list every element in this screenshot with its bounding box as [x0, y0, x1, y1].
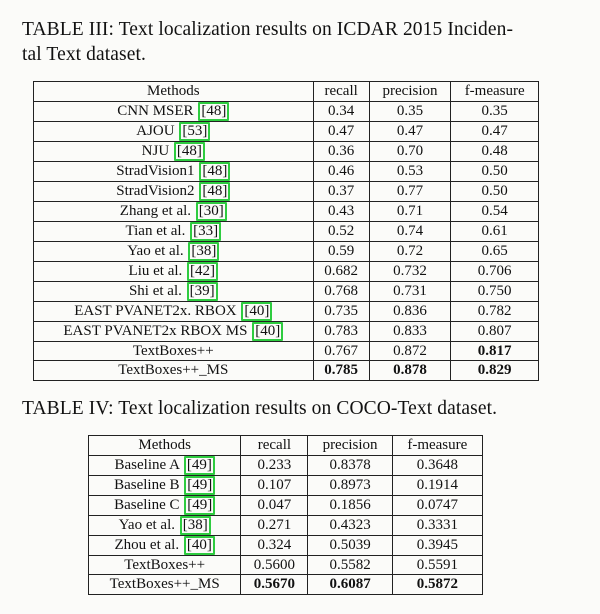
recall-cell: 0.783: [313, 321, 369, 341]
method-cell: [34, 161, 314, 181]
bracket-close: ]: [202, 122, 208, 139]
citation-number: 48: [207, 182, 223, 199]
method-name: Baseline A: [114, 456, 180, 473]
table-row: [34, 121, 539, 141]
table-row: [89, 495, 483, 515]
fmeasure-cell: 0.782: [451, 301, 539, 321]
citation-link[interactable]: [188, 242, 219, 261]
table-row: [89, 535, 483, 555]
method-name: Baseline C: [114, 496, 180, 513]
citation-link[interactable]: [180, 516, 211, 535]
citation-link[interactable]: [187, 282, 218, 301]
bracket-open: [: [187, 496, 193, 513]
precision-cell: 0.5039: [308, 535, 392, 555]
recall-cell: 0.52: [313, 221, 369, 241]
method-cell: [34, 221, 314, 241]
bracket-open: [: [176, 142, 182, 159]
table-row: [89, 575, 483, 595]
bracket-open: [: [202, 182, 208, 199]
precision-cell: 0.72: [369, 241, 451, 261]
bracket-close: ]: [213, 222, 219, 239]
precision-cell: 0.8378: [308, 455, 392, 475]
citation-number: 42: [195, 262, 211, 279]
method-name: Shi et al.: [128, 282, 182, 299]
recall-cell: 0.37: [313, 181, 369, 201]
precision-cell: 0.77: [369, 181, 451, 201]
method-name: EAST PVANET2x. RBOX: [74, 302, 237, 319]
bracket-close: ]: [206, 456, 212, 473]
method-name: StradVision1: [116, 162, 195, 179]
fmeasure-cell: 0.48: [451, 141, 539, 161]
method-cell: [89, 475, 241, 495]
precision-cell: 0.5582: [308, 555, 392, 575]
citation-number: 49: [192, 496, 208, 513]
citation-number: 38: [187, 516, 203, 533]
citation-link[interactable]: [184, 496, 215, 515]
method-name: Tian et al.: [125, 222, 186, 239]
precision-cell: 0.53: [369, 161, 451, 181]
method-cell: [34, 201, 314, 221]
method-cell: [34, 241, 314, 261]
method-name: CNN MSER: [117, 102, 194, 119]
citation-number: 48: [207, 162, 223, 179]
recall-cell: 0.46: [313, 161, 369, 181]
fmeasure-cell: 0.5591: [392, 555, 482, 575]
citation-number: 40: [191, 536, 207, 553]
precision-cell: 0.6087: [308, 575, 392, 595]
citation-link[interactable]: [190, 222, 221, 241]
table-row: [34, 341, 539, 361]
table4-body: [89, 455, 483, 594]
citation-number: 40: [260, 322, 276, 339]
bracket-close: ]: [275, 322, 281, 339]
bracket-open: [: [182, 122, 188, 139]
fmeasure-cell: 0.61: [451, 221, 539, 241]
fmeasure-cell: 0.54: [451, 201, 539, 221]
recall-cell: 0.107: [241, 475, 308, 495]
recall-cell: 0.59: [313, 241, 369, 261]
bracket-open: [: [191, 242, 197, 259]
precision-cell: 0.8973: [308, 475, 392, 495]
table-row: [89, 555, 483, 575]
fmeasure-cell: 0.50: [451, 181, 539, 201]
bracket-open: [: [186, 536, 192, 553]
recall-cell: 0.767: [313, 341, 369, 361]
recall-cell: 0.047: [241, 495, 308, 515]
recall-cell: 0.34: [313, 101, 369, 121]
fmeasure-cell: 0.5872: [392, 575, 482, 595]
precision-cell: 0.731: [369, 281, 451, 301]
table4-caption: TABLE IV: Text localization results on COCO-Text dataset.: [22, 398, 498, 419]
method-cell: [34, 361, 314, 381]
precision-cell: 0.71: [369, 201, 451, 221]
precision-cell: 0.872: [369, 341, 451, 361]
method-cell: [89, 555, 241, 575]
precision-cell: 0.1856: [308, 495, 392, 515]
fmeasure-cell: 0.0747: [392, 495, 482, 515]
citation-link[interactable]: [199, 182, 230, 201]
citation-link[interactable]: [199, 162, 230, 181]
method-name: AJOU: [136, 122, 175, 139]
citation-number: 40: [249, 302, 265, 319]
fmeasure-cell: 0.3648: [392, 455, 482, 475]
precision-cell: 0.836: [369, 301, 451, 321]
bracket-open: [: [202, 162, 208, 179]
bracket-close: ]: [264, 302, 270, 319]
table3-header-recall: recall: [313, 82, 369, 102]
fmeasure-cell: 0.3945: [392, 535, 482, 555]
fmeasure-cell: 0.706: [451, 261, 539, 281]
table3-caption-line2: tal Text dataset.: [22, 44, 146, 65]
precision-cell: 0.732: [369, 261, 451, 281]
bracket-close: ]: [207, 476, 213, 493]
recall-cell: 0.43: [313, 201, 369, 221]
method-name: TextBoxes++: [132, 342, 214, 359]
precision-cell: 0.47: [369, 121, 451, 141]
method-name: NJU: [141, 142, 170, 159]
bracket-open: [: [186, 456, 192, 473]
recall-cell: 0.5600: [241, 555, 308, 575]
citation-link[interactable]: [184, 476, 215, 495]
fmeasure-cell: 0.65: [451, 241, 539, 261]
fmeasure-cell: 0.807: [451, 321, 539, 341]
table-row: [89, 455, 483, 475]
recall-cell: 0.324: [241, 535, 308, 555]
table-row: [34, 321, 539, 341]
citation-number: 49: [192, 476, 208, 493]
bracket-open: [: [187, 476, 193, 493]
method-cell: [34, 301, 314, 321]
method-cell: [89, 515, 241, 535]
method-cell: [89, 495, 241, 515]
recall-cell: 0.735: [313, 301, 369, 321]
bracket-open: [: [189, 282, 195, 299]
bracket-open: [: [190, 262, 196, 279]
table3: [33, 81, 539, 381]
table4: [88, 435, 483, 595]
fmeasure-cell: 0.829: [451, 361, 539, 381]
citation-number: 30: [203, 202, 219, 219]
citation-link[interactable]: [252, 322, 283, 341]
bracket-close: ]: [222, 182, 228, 199]
citation-link[interactable]: [241, 302, 272, 321]
method-name: TextBoxes++_MS: [109, 576, 220, 593]
table4-header-row: [89, 436, 483, 456]
table-row: [89, 515, 483, 535]
method-name: Liu et al.: [128, 262, 183, 279]
precision-cell: 0.878: [369, 361, 451, 381]
table-row: [34, 181, 539, 201]
table3-header-methods: Methods: [34, 82, 314, 102]
method-cell: [34, 281, 314, 301]
table3-header-row: [34, 82, 539, 102]
bracket-close: ]: [207, 496, 213, 513]
table4-header-precision: precision: [308, 436, 392, 456]
recall-cell: 0.682: [313, 261, 369, 281]
fmeasure-cell: 0.817: [451, 341, 539, 361]
citation-link[interactable]: [184, 456, 215, 475]
recall-cell: 0.47: [313, 121, 369, 141]
table3-header-fmeasure: f-measure: [451, 82, 539, 102]
table-row: [34, 221, 539, 241]
precision-cell: 0.74: [369, 221, 451, 241]
citation-link[interactable]: [196, 202, 227, 221]
citation-number: 33: [198, 222, 214, 239]
bracket-open: [: [201, 102, 207, 119]
bracket-close: ]: [211, 242, 217, 259]
bracket-open: [: [198, 202, 204, 219]
bracket-close: ]: [209, 282, 215, 299]
method-name: EAST PVANET2x RBOX MS: [63, 322, 248, 339]
bracket-open: [: [193, 222, 199, 239]
recall-cell: 0.271: [241, 515, 308, 535]
method-name: Yao et al.: [127, 242, 184, 259]
method-name: TextBoxes++: [124, 556, 206, 573]
citation-link[interactable]: [174, 142, 205, 161]
bracket-close: ]: [196, 142, 202, 159]
method-cell: [34, 121, 314, 141]
table3-body: [34, 101, 539, 380]
recall-cell: 0.768: [313, 281, 369, 301]
precision-cell: 0.833: [369, 321, 451, 341]
method-name: Zhang et al.: [119, 202, 192, 219]
table3-header-precision: precision: [369, 82, 451, 102]
citation-link[interactable]: [187, 262, 218, 281]
table-row: [34, 261, 539, 281]
method-cell: [34, 101, 314, 121]
table-row: [34, 141, 539, 161]
precision-cell: 0.70: [369, 141, 451, 161]
bracket-close: ]: [206, 536, 212, 553]
recall-cell: 0.36: [313, 141, 369, 161]
method-cell: [34, 261, 314, 281]
fmeasure-cell: 0.47: [451, 121, 539, 141]
table4-header-methods: Methods: [89, 436, 241, 456]
method-cell: [89, 575, 241, 595]
fmeasure-cell: 0.50: [451, 161, 539, 181]
citation-link[interactable]: [198, 102, 229, 121]
citation-number: 38: [196, 242, 212, 259]
bracket-close: ]: [202, 516, 208, 533]
bracket-close: ]: [218, 202, 224, 219]
precision-cell: 0.4323: [308, 515, 392, 535]
method-name: Baseline B: [114, 476, 180, 493]
recall-cell: 0.5670: [241, 575, 308, 595]
fmeasure-cell: 0.3331: [392, 515, 482, 535]
citation-number: 48: [181, 142, 197, 159]
table-row: [34, 201, 539, 221]
fmeasure-cell: 0.750: [451, 281, 539, 301]
table3-caption: [22, 17, 582, 67]
table-row: [34, 161, 539, 181]
method-cell: [89, 455, 241, 475]
method-name: StradVision2: [116, 182, 195, 199]
bracket-open: [: [182, 516, 188, 533]
table-row: [34, 281, 539, 301]
bracket-open: [: [244, 302, 250, 319]
citation-number: 48: [206, 102, 222, 119]
citation-number: 49: [191, 456, 207, 473]
method-name: Zhou et al.: [114, 536, 180, 553]
table4-header-fmeasure: f-measure: [392, 436, 482, 456]
table4-header-recall: recall: [241, 436, 308, 456]
method-cell: [34, 341, 314, 361]
citation-number: 53: [187, 122, 203, 139]
fmeasure-cell: 0.35: [451, 101, 539, 121]
citation-link[interactable]: [179, 122, 210, 141]
method-name: Yao et al.: [118, 516, 175, 533]
bracket-close: ]: [210, 262, 216, 279]
bracket-open: [: [255, 322, 261, 339]
table-row: [34, 361, 539, 381]
method-name: TextBoxes++_MS: [118, 362, 229, 379]
bracket-close: ]: [222, 162, 228, 179]
fmeasure-cell: 0.1914: [392, 475, 482, 495]
citation-number: 39: [194, 282, 210, 299]
table-row: [34, 301, 539, 321]
bracket-close: ]: [221, 102, 227, 119]
method-cell: [34, 181, 314, 201]
method-cell: [34, 141, 314, 161]
precision-cell: 0.35: [369, 101, 451, 121]
method-cell: [34, 321, 314, 341]
recall-cell: 0.233: [241, 455, 308, 475]
citation-link[interactable]: [184, 536, 215, 555]
table-row: [34, 241, 539, 261]
method-cell: [89, 535, 241, 555]
table3-caption-line1: TABLE III: Text localization results on ICDAR 2015 Inciden-: [22, 19, 514, 40]
table-row: [34, 101, 539, 121]
table-row: [89, 475, 483, 495]
recall-cell: 0.785: [313, 361, 369, 381]
